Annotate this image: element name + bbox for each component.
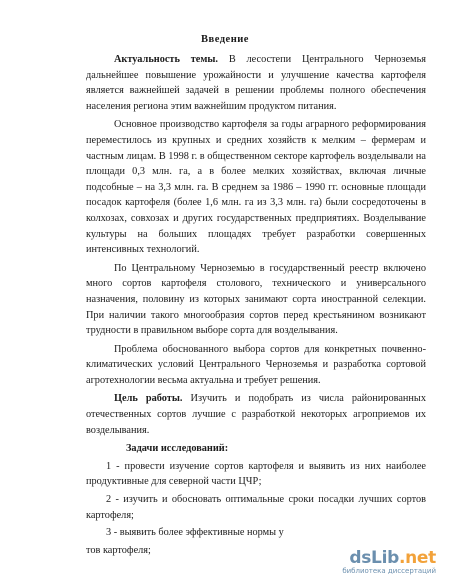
tasks-heading: Задачи исследований: [126,443,229,455]
document-body [86,52,426,558]
paragraph-registry: По Центральному Черноземью в государственный реестр включено много сортов картофеля столового, технического и универсального назначения, половину из которых занимают сорта иностранной селекции. При наличии такого многообразия сортов перед крестьянином возникают трудности в правильном выборе сорта для возделывания. [86,262,426,337]
relevance-heading: Актуальность темы. [114,54,219,65]
task-item-3-continuation: тов картофеля; [86,544,151,556]
watermark-subtitle: библиотека диссертаций [342,567,436,575]
paragraph-production: Основное производство картофеля за годы аграрного реформирования переместилось из крупных и средних хозяйств к мелким – фермерам и частным лицам. В 1998 г. в общественном секторе картофель возделывали на площади 0,3 млн. га, а в более мелких хозяйствах, включая личные подсобные – на 3,3 млн. га. В среднем за 1986 – 1990 гг. основные площади посадок картофеля (более 1,6 млн. га из 3,3 млн. га) были сосредоточены в колхозах, совхозах и других государственных предприятиях. Возделывание культуры на больших площадях требует разработки совершенных интенсивных технологий. [86,119,426,256]
watermark-logo: dsLib.net [349,548,436,568]
task-item-2: 2 - изучить и обосновать оптимальные сроки посадки лучших сортов картофеля; [86,494,426,521]
task-item-3: 3 - выявить более эффективные нормы у [106,527,284,539]
paragraph-goal [86,391,426,438]
paragraph-problem: Проблема обоснованного выбора сортов для конкретных почвенно-климатических условий Центрального Черноземья и разработка сортовой агротехнологии весьма актуальна и требует решения. [86,343,426,386]
goal-heading: Цель работы. [114,393,183,405]
page-title: Введение [201,34,249,45]
relevance-text: В лесостепи Центрального Черноземья дальнейшее повышение урожайности и улучшение качества картофеля является важнейшей задачей в решении проблемы полного обеспечения населения региона этим важнейшим продуктом питания. [86,54,427,112]
dslib-watermark [340,548,436,576]
goal-text: Изучить и подобрать из числа районированных отечественных сортов лучшие с разработкой некоторых агроприемов их возделывания. [86,393,426,436]
paragraph-relevance [86,52,426,114]
task-item-1: 1 - провести изучение сортов картофеля и выявить из них наиболее продуктивные для северной части ЦЧР; [86,460,426,488]
